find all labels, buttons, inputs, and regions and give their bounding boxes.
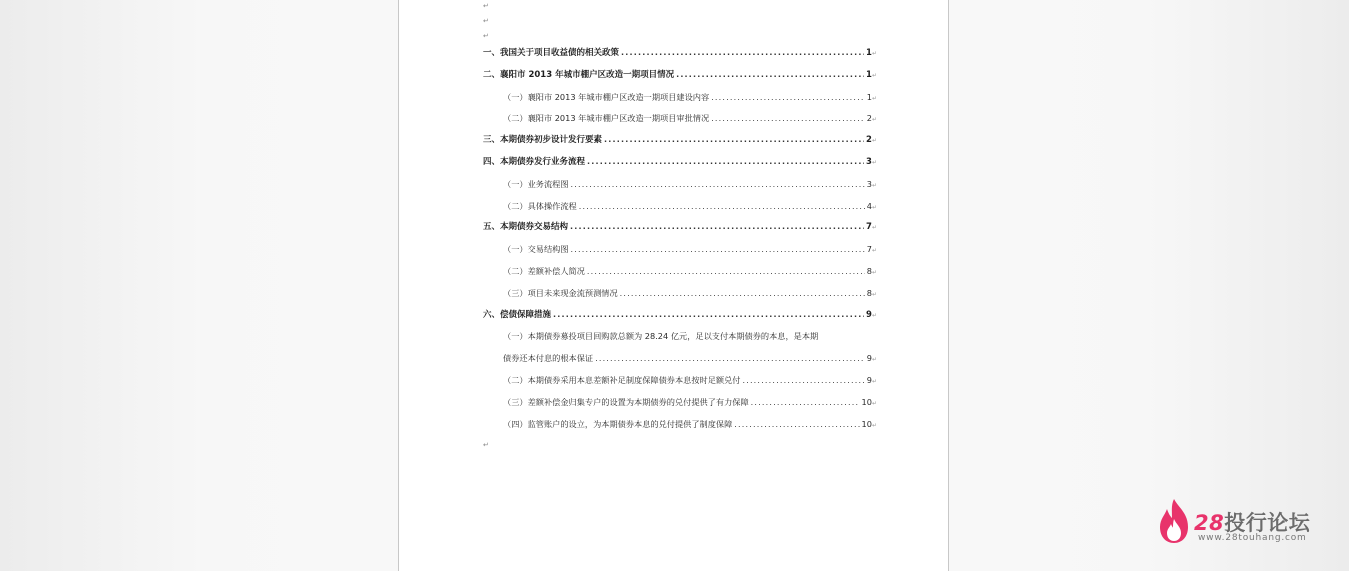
document-page[interactable] [398, 0, 949, 571]
toc-dot-leader [553, 308, 864, 322]
toc-dot-leader [570, 220, 864, 234]
toc-entry[interactable] [503, 286, 877, 300]
paragraph-mark: ↵ [871, 181, 877, 189]
toc-entry-title: 一、我国关于项目收益债的相关政策 [483, 48, 620, 58]
toc-entry-title: （二）具体操作流程 [503, 200, 577, 211]
toc-dot-leader [711, 112, 865, 125]
toc-entry[interactable] [503, 199, 877, 213]
toc-entry-title: （一）交易结构图 [503, 244, 569, 255]
toc-dot-leader [711, 91, 865, 104]
toc-entry[interactable] [483, 220, 877, 234]
watermark-name: 投行论坛 [1224, 511, 1311, 535]
paragraph-mark: ↵ [871, 94, 877, 102]
toc-page-number: 8 [866, 287, 872, 298]
paragraph-mark: ↵ [483, 2, 489, 10]
toc-entry-title: 三、本期债券初步设计发行要素 [483, 135, 603, 146]
paragraph-mark: ↵ [871, 159, 877, 166]
paragraph-mark: ↵ [871, 137, 877, 145]
paragraph-mark: ↵ [871, 311, 877, 319]
toc-entry-title: （二）襄阳市 2013 年城市棚户区改造一期项目审批情况 [503, 113, 710, 124]
toc-entry[interactable] [503, 373, 877, 387]
toc-entry-title: （三）项目未来现金流预测情况 [503, 287, 618, 298]
toc-page-number: 2 [866, 135, 872, 146]
toc-dot-leader [621, 46, 864, 60]
toc-entry-title: （一）襄阳市 2013 年城市棚户区改造一期项目建设内容 [503, 91, 710, 102]
toc-entry-title: （二）差额补偿人简况 [503, 266, 585, 276]
toc-entry[interactable] [483, 133, 877, 147]
toc-entry-title: （一）业务流程图 [503, 178, 569, 189]
paragraph-mark: ↵ [871, 247, 877, 255]
toc-entry[interactable] [503, 329, 877, 343]
toc-dot-leader [620, 287, 865, 300]
toc-entry-title: （三）差额补偿金归集专户的设置为本期债券的兑付提供了有力保障 [503, 396, 749, 407]
paragraph-mark: ↵ [871, 378, 877, 385]
paragraph-mark: ↵ [871, 269, 877, 276]
paragraph-mark: ↵ [871, 71, 877, 79]
toc-page-number: 1 [866, 69, 872, 80]
paragraph-mark: ↵ [871, 116, 877, 124]
paragraph-mark: ↵ [871, 290, 877, 298]
toc-dot-leader [742, 374, 864, 387]
toc-page-number: 8 [866, 266, 872, 276]
flame-icon [1156, 497, 1192, 545]
toc-page-number: 10 [861, 396, 872, 407]
toc-entry-title: （一）本期债券募投项目回购款总额为 28.24 亿元，足以支付本期债券的本息，是本期 [503, 331, 819, 342]
watermark-number: 28 [1194, 511, 1225, 535]
toc-page-number: 1 [866, 48, 872, 58]
toc-page-number: 3 [866, 178, 872, 189]
toc-dot-leader [676, 68, 864, 82]
toc-entry-title: （二）本期债券采用本息差额补足制度保障债券本息按时足额兑付 [503, 375, 741, 385]
toc-entry[interactable] [503, 177, 877, 191]
toc-entry-title: 六、偿债保障措施 [483, 309, 552, 320]
toc-entry[interactable] [483, 68, 877, 82]
toc-dot-leader [587, 155, 864, 169]
toc-entry[interactable] [503, 90, 877, 104]
paragraph-mark: ↵ [871, 356, 877, 364]
toc-dot-leader [595, 352, 865, 365]
toc-entry[interactable] [503, 395, 877, 409]
toc-page-number: 7 [866, 244, 872, 255]
toc-entry[interactable] [503, 417, 877, 431]
toc-entry-title: 二、襄阳市 2013 年城市棚户区改造一期项目情况 [483, 69, 675, 80]
toc-entry[interactable] [483, 308, 877, 322]
toc-entry-title: 债券还本付息的根本保证 [503, 353, 594, 364]
toc-page-number: 9 [866, 353, 872, 364]
toc-dot-leader [604, 133, 864, 147]
toc-page-number: 9 [866, 375, 872, 385]
toc-dot-leader [571, 178, 865, 191]
toc-page-number: 2 [866, 113, 872, 124]
toc-page-number: 9 [866, 309, 872, 320]
toc-page-number: 10 [861, 418, 872, 429]
paragraph-mark: ↵ [871, 203, 877, 211]
toc-dot-leader [579, 200, 865, 213]
paragraph-mark: ↵ [871, 224, 877, 232]
toc-entry[interactable] [503, 242, 877, 256]
toc-dot-leader [751, 396, 860, 409]
paragraph-mark: ↵ [871, 50, 877, 57]
toc-dot-leader [587, 265, 865, 278]
toc-dot-leader [571, 243, 865, 256]
paragraph-mark: ↵ [871, 399, 877, 407]
toc-entry[interactable] [503, 111, 877, 125]
paragraph-mark: ↵ [483, 32, 489, 40]
toc-page-number: 4 [866, 200, 872, 211]
toc-entry-title: 五、本期债券交易结构 [483, 222, 569, 233]
watermark-url: www.28touhang.com [1198, 533, 1307, 543]
paragraph-mark: ↵ [483, 17, 489, 25]
toc-entry[interactable] [483, 46, 877, 60]
paragraph-mark: ↵ [483, 441, 489, 449]
toc-page-number: 1 [866, 91, 872, 102]
toc-entry[interactable] [503, 264, 877, 278]
toc-page-number: 7 [866, 222, 872, 233]
toc-entry-title: 四、本期债券发行业务流程 [483, 157, 586, 167]
paragraph-mark: ↵ [871, 421, 877, 429]
toc-dot-leader [734, 418, 859, 431]
toc-entry[interactable] [483, 155, 877, 169]
toc-page-number: 3 [866, 157, 872, 167]
watermark-logo [1156, 497, 1326, 547]
toc-entry-title: （四）监管账户的设立，为本期债券本息的兑付提供了制度保障 [503, 418, 733, 429]
toc-entry[interactable] [503, 351, 877, 365]
